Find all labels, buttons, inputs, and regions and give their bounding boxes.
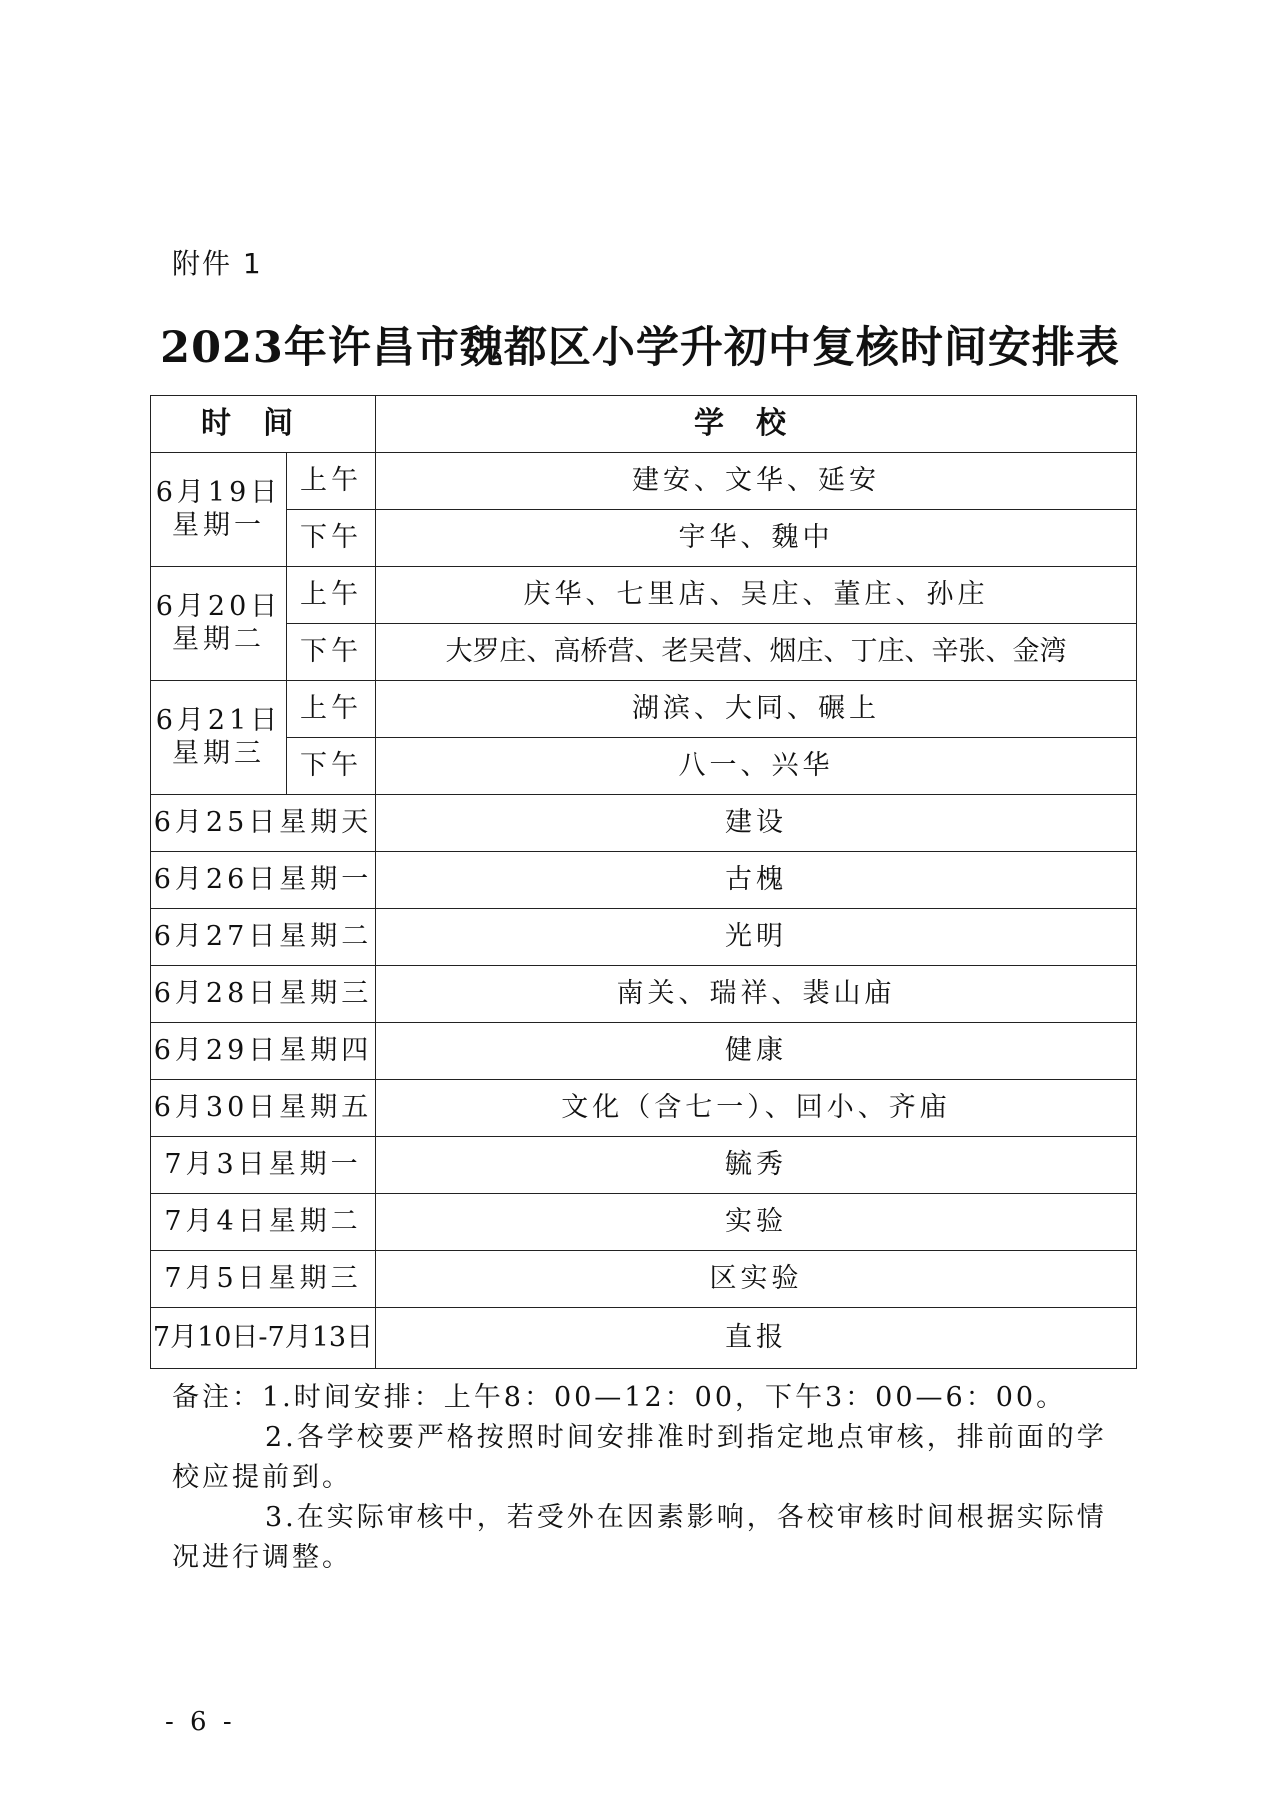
header-school: 学校	[376, 396, 1137, 453]
period-cell: 下午	[287, 738, 376, 795]
period-cell: 下午	[287, 624, 376, 681]
schools-cell: 古槐	[376, 852, 1137, 909]
table-row	[151, 624, 1137, 681]
schools-cell: 庆华、七里店、吴庄、董庄、孙庄	[376, 567, 1137, 624]
period-cell: 上午	[287, 681, 376, 738]
day-date: 6月20日	[155, 591, 282, 623]
table-row	[151, 1080, 1137, 1137]
note-3-line-2: 况进行调整。	[172, 1542, 352, 1573]
table-row	[151, 1194, 1137, 1251]
schools-cell: 南关、瑞祥、裴山庙	[376, 966, 1137, 1023]
note-3-line-1: 3.在实际审核中，若受外在因素影响，各校审核时间根据实际情	[265, 1502, 1107, 1533]
note-2-line-2: 校应提前到。	[172, 1462, 352, 1493]
time-cell: 7月3日星期一	[151, 1137, 376, 1194]
table-row	[151, 681, 1137, 738]
schools-cell: 文化（含七一）、回小、齐庙	[376, 1080, 1137, 1137]
table-row	[151, 852, 1137, 909]
day-cell	[151, 453, 287, 567]
time-cell: 6月29日星期四	[151, 1023, 376, 1080]
schools-cell: 健康	[376, 1023, 1137, 1080]
schools-cell: 大罗庄、高桥营、老吴营、烟庄、丁庄、辛张、金湾	[376, 624, 1137, 681]
table-row	[151, 795, 1137, 852]
day-weekday: 星期一	[172, 509, 265, 541]
table-header-row	[151, 396, 1137, 453]
table-row	[151, 510, 1137, 567]
time-cell: 7月5日星期三	[151, 1251, 376, 1308]
period-cell: 上午	[287, 567, 376, 624]
time-cell: 7月10日-7月13日	[151, 1308, 376, 1369]
table-row	[151, 453, 1137, 510]
table-row	[151, 1251, 1137, 1308]
time-cell: 6月26日星期一	[151, 852, 376, 909]
time-cell: 7月4日星期二	[151, 1194, 376, 1251]
schools-cell: 建设	[376, 795, 1137, 852]
table-row	[151, 909, 1137, 966]
table-row	[151, 567, 1137, 624]
schools-cell: 光明	[376, 909, 1137, 966]
period-cell: 下午	[287, 510, 376, 567]
table-row	[151, 1023, 1137, 1080]
schools-cell: 毓秀	[376, 1137, 1137, 1194]
schedule-table	[150, 395, 1137, 1369]
schools-cell: 宇华、魏中	[376, 510, 1137, 567]
page-number: - 6 -	[165, 1707, 236, 1737]
table-row	[151, 738, 1137, 795]
day-cell	[151, 567, 287, 681]
note-1: 备注：1.时间安排：上午8：00—12：00，下午3：00—6：00。	[172, 1382, 1067, 1413]
notes-block	[172, 1378, 1122, 1578]
header-time: 时间	[151, 396, 376, 453]
schools-cell: 八一、兴华	[376, 738, 1137, 795]
schools-cell: 区实验	[376, 1251, 1137, 1308]
schools-cell: 直报	[376, 1308, 1137, 1369]
day-weekday: 星期三	[172, 737, 265, 769]
page-title: 2023年许昌市魏都区小学升初中复核时间安排表	[160, 323, 1120, 373]
schools-cell: 建安、文华、延安	[376, 453, 1137, 510]
day-cell	[151, 681, 287, 795]
schools-cell: 实验	[376, 1194, 1137, 1251]
time-cell: 6月25日星期天	[151, 795, 376, 852]
note-2-line-1: 2.各学校要严格按照时间安排准时到指定地点审核，排前面的学	[265, 1422, 1107, 1453]
attachment-label: 附件 1	[172, 247, 263, 280]
day-weekday: 星期二	[172, 623, 265, 655]
day-date: 6月19日	[155, 477, 282, 509]
time-cell: 6月28日星期三	[151, 966, 376, 1023]
table-row	[151, 966, 1137, 1023]
period-cell: 上午	[287, 453, 376, 510]
schools-cell: 湖滨、大同、碾上	[376, 681, 1137, 738]
day-date: 6月21日	[155, 705, 282, 737]
time-cell: 6月30日星期五	[151, 1080, 376, 1137]
table-row	[151, 1137, 1137, 1194]
time-cell: 6月27日星期二	[151, 909, 376, 966]
table-row	[151, 1308, 1137, 1369]
